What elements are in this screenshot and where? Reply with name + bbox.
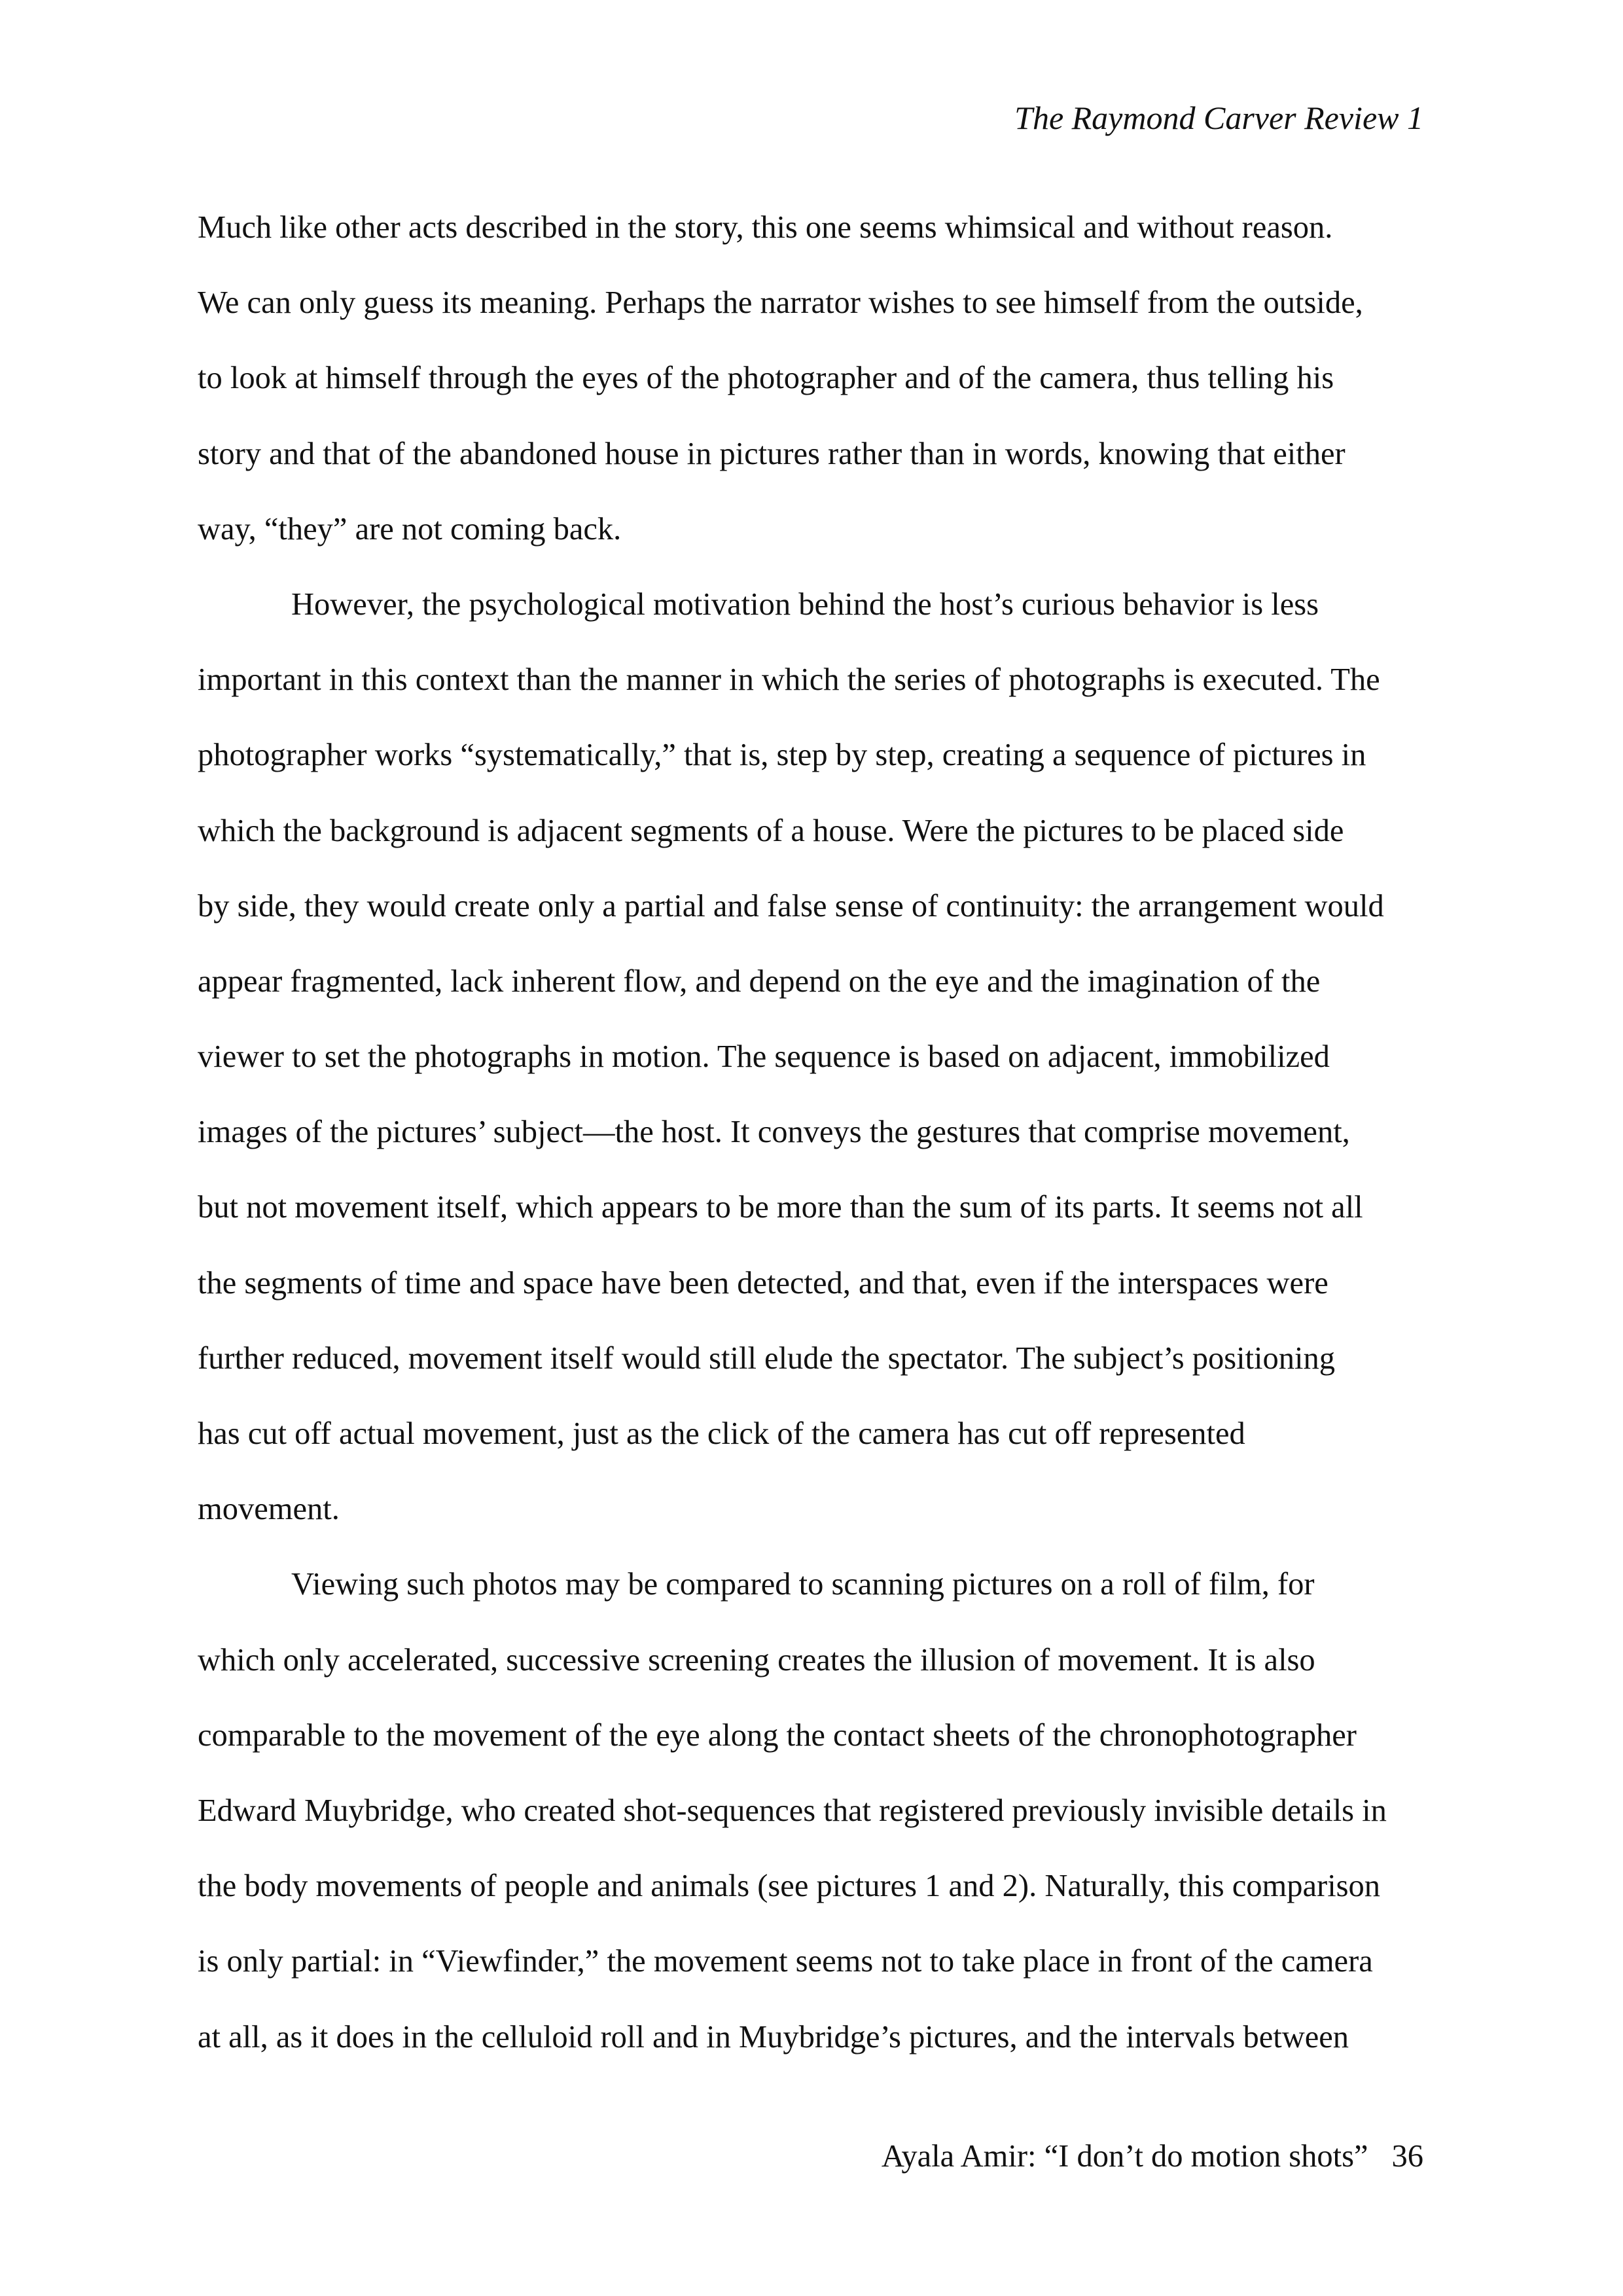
text-line: way, “they” are not coming back. (198, 511, 622, 547)
text-line: but not movement itself, which appears to be more than the sum of its parts. It seems not all (198, 1190, 1363, 1225)
page-number: 36 (1391, 2139, 1423, 2174)
text-line: story and that of the abandoned house in pictures rather than in words, knowing that either (198, 436, 1346, 471)
paragraph-first-line: Viewing such photos may be compared to scanning pictures on a roll of film, for (291, 1567, 1315, 1602)
paragraph-first-line: However, the psychological motivation behind the host’s curious behavior is less (291, 586, 1319, 622)
text-line: We can only guess its meaning. Perhaps the narrator wishes to see himself from the outside, (198, 285, 1363, 321)
body-text (198, 190, 1428, 2075)
text-line: further reduced, movement itself would still elude the spectator. The subject’s positioning (198, 1340, 1335, 1376)
text-line: to look at himself through the eyes of the photographer and of the camera, thus telling his (198, 361, 1334, 396)
text-line: by side, they would create only a partial and false sense of continuity: the arrangement would (198, 888, 1384, 924)
footer-author-title: Ayala Amir: “I don’t do motion shots” (881, 2139, 1368, 2174)
text-line: has cut off actual movement, just as the click of the camera has cut off represented (198, 1416, 1245, 1451)
text-line: the body movements of people and animals (see pictures 1 and 2). Naturally, this comparison (198, 1869, 1381, 1904)
text-line: Much like other acts described in the story, this one seems whimsical and without reason. (198, 210, 1333, 245)
text-line: Edward Muybridge, who created shot-sequences that registered previously invisible details in (198, 1793, 1387, 1828)
text-line: important in this context than the manner in which the series of photographs is executed. The (198, 662, 1380, 698)
running-head: The Raymond Carver Review 1 (1014, 99, 1423, 136)
text-line: viewer to set the photographs in motion. The sequence is based on adjacent, immobilized (198, 1039, 1330, 1075)
text-line: appear fragmented, lack inherent flow, and depend on the eye and the imagination of the (198, 963, 1321, 999)
text-line: which the background is adjacent segments of a house. Were the pictures to be placed side (198, 813, 1344, 848)
text-line: photographer works “systematically,” that is, step by step, creating a sequence of pictures in (198, 738, 1366, 773)
text-line: which only accelerated, successive screening creates the illusion of movement. It is also (198, 1642, 1315, 1677)
page-footer (882, 2130, 1423, 2183)
text-line: at all, as it does in the celluloid roll and in Muybridge’s pictures, and the intervals between (198, 2019, 1349, 2054)
text-line: is only partial: in “Viewfinder,” the movement seems not to take place in front of the camera (198, 1944, 1373, 1979)
text-line: the segments of time and space have been detected, and that, even if the interspaces were (198, 1265, 1329, 1300)
text-line: movement. (198, 1492, 340, 1527)
text-line: comparable to the movement of the eye along the contact sheets of the chronophotographer (198, 1717, 1357, 1753)
text-line: images of the pictures’ subject—the host. It conveys the gestures that comprise movement, (198, 1115, 1350, 1150)
